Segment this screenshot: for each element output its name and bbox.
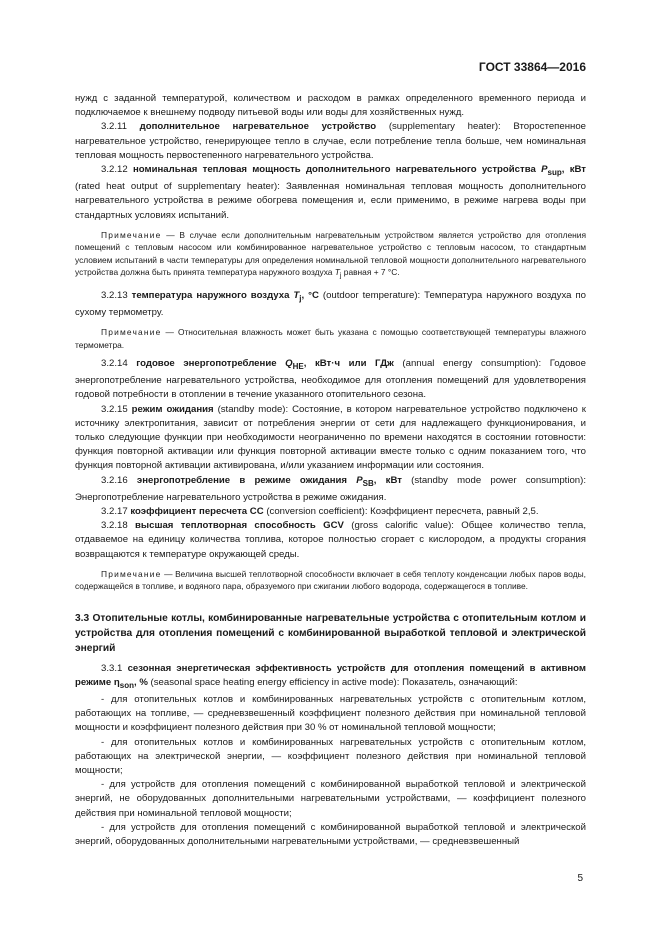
term-symbol: P bbox=[541, 164, 548, 176]
term-definition: (seasonal space heating energy efficiency in active mode): Показатель, означающий: bbox=[150, 676, 518, 688]
term-title: годовое энергопотребление bbox=[136, 358, 277, 370]
note-label: Примечание bbox=[101, 327, 162, 338]
term-symbol-subscript: sup bbox=[547, 167, 562, 177]
term-number: 3.2.13 bbox=[101, 290, 128, 302]
term-number: 3.3.1 bbox=[101, 662, 123, 674]
term-title: высшая теплотворная способность GCV bbox=[135, 520, 344, 532]
standard-number: ГОСТ 33864—2016 bbox=[478, 60, 586, 74]
page-number: 5 bbox=[577, 873, 583, 884]
term-number: 3.2.15 bbox=[101, 403, 128, 415]
note-tail: равная + 7 °С. bbox=[341, 266, 400, 277]
term-number: 3.2.17 bbox=[101, 506, 128, 517]
note-symbol: T bbox=[334, 266, 340, 277]
term-definition: (standby mode): Состояние, в котором нагревательное устройство подключено к источнику электропитания, зависит от потребления энергии от сети для надлежащего функционирования, и только следующие функции при необходимости неограниченно по времени находятся в состоянии готовности: функция повторной активации или функция повторной активации вместе только с одним показанием того, что функция повторной активации активирована, и/или указанием информации или состояния. bbox=[75, 403, 586, 472]
note-2 bbox=[75, 326, 586, 351]
term-3-3-1 bbox=[75, 662, 586, 693]
term-definition: (annual energy consumption): Годовое энергопотребление нагревательного устройства, необходимое для отопления помещений для удовлетворения годовой потребности в отоплении в течение указанного отопительного сезона. bbox=[75, 358, 586, 401]
term-unit: , кВт bbox=[373, 474, 402, 486]
term-3-2-13 bbox=[75, 289, 586, 320]
term-3-2-16 bbox=[75, 474, 586, 505]
term-title: номинальная тепловая мощность дополнительного нагревательного устройства bbox=[132, 164, 536, 176]
term-definition: (standby mode power consumption): Энергопотребление нагревательного устройства в режиме ожидания. bbox=[75, 474, 586, 503]
list-item: - для устройств для отопления помещений с комбинированной выработкой тепловой и электрической энергий, оборудованных дополнительными нагревательными устройствами, — средневзвешенный bbox=[75, 821, 586, 847]
term-title: энергопотребление в режиме ожидания bbox=[136, 474, 348, 486]
paragraph-continuation: нужд с заданной температурой, количеством и расходом в рамках определенного временного периода и подключаемое к внешнему подводу питьевой воды или воды для хозяйственных нужд. bbox=[75, 93, 586, 119]
section-heading-3-3: 3.3 Отопительные котлы, комбинированные нагревательные устройства с отопительным котлом и устройства для отопления помещений с комбинированной выработкой тепловой и электрической энергий bbox=[75, 612, 586, 654]
term-number: 3.2.14 bbox=[101, 358, 128, 370]
term-symbol: Q bbox=[285, 358, 293, 370]
term-unit: , кВт bbox=[561, 164, 586, 176]
document-body bbox=[75, 92, 586, 849]
note-symbol-subscript: j bbox=[339, 272, 342, 280]
term-definition: (rated heat output of supplementary heater): Заявленная номинальная тепловая мощность дополнительного нагревательного устройства в режиме обогрева помещения и, если применимо, в режиме нагрева воды при стандартных условиях испытаний. bbox=[75, 181, 586, 221]
term-unit: , °С bbox=[301, 290, 319, 302]
term-title: дополнительное нагревательное устройство bbox=[139, 121, 377, 133]
term-3-2-17 bbox=[75, 505, 586, 519]
term-3-2-18 bbox=[75, 519, 586, 562]
term-definition: (outdoor temperature): Температура наружного воздуха по сухому термометру. bbox=[75, 290, 586, 319]
term-symbol: T bbox=[293, 290, 300, 302]
term-number: 3.2.12 bbox=[101, 164, 128, 176]
term-unit: , % bbox=[133, 676, 148, 688]
term-unit: , кВт·ч или ГДж bbox=[303, 358, 394, 370]
note-label: Примечание bbox=[101, 568, 162, 579]
note-1 bbox=[75, 229, 586, 283]
list-item: - для устройств для отопления помещений с комбинированной выработкой тепловой и электрической энергий, не оборудованных дополнительными нагревательными устройствами, — коэффициент полезного действия при номинальной тепловой мощности; bbox=[75, 779, 586, 819]
term-3-2-12 bbox=[75, 163, 586, 223]
term-definition: (supplementary heater): Второстепенное нагревательное устройство, генерирующее тепло в случае, если потребление тепла больше, чем номинальная тепловая мощность первостепенного нагревательного устройства. bbox=[75, 121, 586, 161]
note-text: — Относительная влажность может быть указана с помощью соответствующей температуры влажного термометра. bbox=[75, 327, 586, 350]
term-3-2-15 bbox=[75, 403, 586, 474]
list-item: - для отопительных котлов и комбинированных нагревательных устройств с отопительным котлом, работающих на топливе, — средневзвешенный коэффициент полезного действия при номинальной тепловой мощности и коэффициент полезного действия при 30 % от номинальной тепловой мощности; bbox=[75, 693, 586, 734]
term-symbol-subscript: j bbox=[299, 293, 302, 303]
term-definition: (conversion coefficient): Коэффициент пересчета, равный 2,5. bbox=[266, 506, 539, 517]
term-title: температура наружного воздуха bbox=[131, 290, 290, 302]
term-symbol: η bbox=[113, 676, 120, 688]
term-3-2-14 bbox=[75, 357, 586, 403]
note-text: — В случае если дополнительным нагревательным устройством является устройство для отопления помещений с тепловым насосом или комбинированное нагревательное устройство с тепловым насосом, то стандартным условием испытаний в части температуры для определения номинальной тепловой мощности дополнительного нагревательного устройства должна быть принята температура наружного воздуха bbox=[75, 229, 586, 277]
term-title: сезонная энергетическая эффективность устройств для отопления помещений в активном режиме bbox=[75, 662, 586, 688]
term-number: 3.2.16 bbox=[101, 474, 128, 486]
term-number: 3.2.11 bbox=[101, 121, 127, 133]
note-text: — Величина высшей теплотворной способности включает в себя теплоту конденсации любых паров воды, содержащейся в топливе, и водяного пара, образуемого при сжигании любого водорода, содержащегося в топливе. bbox=[75, 568, 586, 592]
term-title: коэффициент пересчета CC bbox=[130, 506, 264, 517]
term-3-2-11 bbox=[75, 120, 586, 163]
term-definition: (gross calorific value): Общее количество тепла, отдаваемое на единицу количества топлива, которое полностью сгорает с кислородом, а продукты сгорания возвращаются к температуре окружающей среды. bbox=[75, 520, 586, 560]
term-symbol: P bbox=[356, 474, 363, 486]
term-title: режим ожидания bbox=[131, 403, 214, 415]
term-symbol-subscript: SB bbox=[362, 478, 374, 488]
list-item: - для отопительных котлов и комбинированных нагревательных устройств с отопительным котлом, работающих на электрической энергии, — коэффициент полезного действия при номинальной тепловой мощности; bbox=[75, 736, 586, 776]
term-number: 3.2.18 bbox=[101, 520, 128, 532]
note-3 bbox=[75, 568, 586, 593]
term-symbol-subscript: son bbox=[119, 680, 134, 690]
term-symbol-subscript: HE bbox=[292, 362, 304, 372]
note-label: Примечание bbox=[101, 229, 162, 240]
